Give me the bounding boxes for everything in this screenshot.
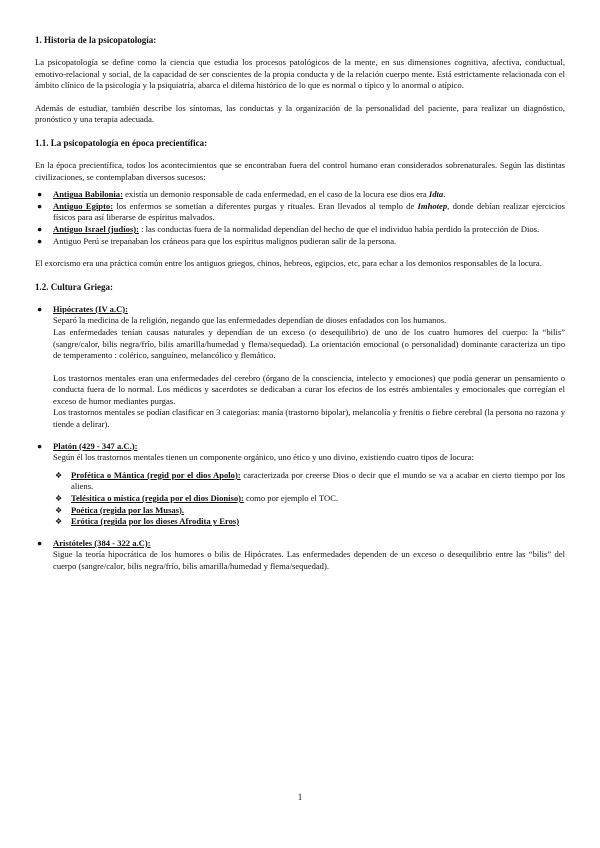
paragraph: Sigue la teoría hipocrática de los humores o bilis de Hipócrates. Las enfermedades dependen de un exceso o desequilibrio entre las “bilis” del cuerpo (sangre/calor, bilis negra/frío, bilis amarilla/humedad y flema/sequedad). xyxy=(53,549,565,571)
person-name: Aristóteles (384 - 322 a.C): xyxy=(53,537,151,548)
list-item: ● Antiguo Perú se trepanaban los cráneos para que los espíritus malignos pudieran salir de la persona. xyxy=(37,235,397,246)
list-item: ❖ Erótica (regida por los dioses Afrodita y Eros) xyxy=(55,516,240,527)
list-item: ❖ Profética o Mántica (regid por el dios Apolo): caracterizada por creerse Dios o decir que el mundo se va a acabar en cierto tiempo por los aliens. xyxy=(55,469,565,492)
person-name: Hipócrates (IV a.C): xyxy=(53,303,129,314)
person-name: Platón (429 - 347 a.C.): xyxy=(53,440,138,451)
list-item: ● Antiguo Israel (judíos): : las conductas fuera de la normalidad dependían del hecho de que el individuo había perdido la protección de Dios. xyxy=(37,223,540,234)
paragraph: Según él los trastornos mentales tienen un componente orgánico, uno ético y uno divino, existiendo cuatro tipos de locura: xyxy=(53,452,474,463)
section-heading-1: 1. Historia de la psicopatología: xyxy=(35,35,157,45)
paragraph: Los trastornos mentales eran una enfermedades del cerebro (órgano de la consciencia, intelecto y emociones) que podía generar un pensamiento o conducta fuera de lo normal. Los médicos y sacerdotes se dedicaban a curar los efectos de los estrés ambientales y emocionales que corregían el exceso de humor mediantes purgas. xyxy=(53,372,565,406)
hipocrates-block xyxy=(35,304,565,431)
locura-types-list xyxy=(35,470,565,528)
bullet-icon: ● xyxy=(37,235,43,246)
paragraph: Los trastornos mentales se podían clasificar en 3 categorías: manía (trastorno bipolar), melancolía y frenitis o fiebre cerebral (la persona no razona y tiende a delirar). xyxy=(53,407,565,430)
list-item: ❖ Poética (regida por las Musas). xyxy=(55,504,185,515)
document-body xyxy=(35,34,565,583)
platon-block xyxy=(35,441,565,528)
aristoteles-block xyxy=(35,538,565,573)
civilizations-list xyxy=(35,189,565,247)
paragraph-exorcismo: El exorcismo era una práctica común entre los antiguos griegos, chinos, hebreos, egipcios, etc, para echar a los demonios responsables de la locura. xyxy=(35,258,542,269)
bullet-icon: ● xyxy=(37,440,43,451)
section-heading-1-2: 1.2. Cultura Griega: xyxy=(35,281,113,292)
bullet-icon: ● xyxy=(37,223,43,234)
diamond-bullet-icon: ❖ xyxy=(55,505,63,515)
bullet-icon: ● xyxy=(37,200,43,211)
diamond-bullet-icon: ❖ xyxy=(55,470,63,480)
section-heading-1-1: 1.1. La psicopatología en época precientífica: xyxy=(35,137,208,148)
bullet-icon: ● xyxy=(37,303,43,314)
list-item: ● Antigua Babilonia: existía un demonio responsable de cada enfermedad, en el caso de la locura ese dios era Idta. xyxy=(37,189,446,200)
paragraph: Las enfermedades tenían causas naturales y dependían de un exceso (o desequilibrio) de uno de los cuatro humores del cuerpo: la “bilis” (sangre/calor, bilis negra/frío, bilis amarilla/humedad y flema/sequedad). La orientación emocional (o personalidad) dominante caracteriza un tipo de temperamento : colérico, sanguíneo, melancólico y flemático. xyxy=(53,326,565,361)
list-item: ❖ Telésitica o mística (regida por el dios Dioniso): como por ejemplo el TOC. xyxy=(55,493,339,504)
paragraph-description: Además de estudiar, también describe los síntomas, las conductas y la organización de la personalidad del paciente, para realizar un diagnóstico, pronóstico y una terapia adecuada. xyxy=(35,102,565,125)
diamond-bullet-icon: ❖ xyxy=(55,494,63,504)
paragraph-definition: La psicopatología se define como la ciencia que estudia los procesos patológicos de la mente, en sus dimensiones cognitiva, afectiva, conductual, emotivo-relacional y social, de la capacidad de ser conscientes de la propia conducta y de la relación cuerpo mente. Está estrictamente relacionada con el ámbito clínico de la psicología y la psiquiatría, abarca el dilema histórico de lo que es normal o típico y lo anormal o atípico. xyxy=(35,57,565,91)
diamond-bullet-icon: ❖ xyxy=(55,517,63,527)
bullet-icon: ● xyxy=(37,537,43,548)
list-item: ● Antiguo Egipto: los enfermos se sometían a diferentes purgas y rituales. Eran llevados al templo de Imhotep, donde debían realizar ejercicios físicos para así liberarse de espíritus malvados. xyxy=(37,200,565,223)
bullet-icon: ● xyxy=(37,189,43,200)
page-number: 1 xyxy=(297,792,303,802)
paragraph-precientifica: En la época precientífica, todos los acontecimientos que se encontraban fuera del control humano eran considerados sobrenaturales. Según las distintas civilizaciones, se contemplaban diversos sucesos: xyxy=(35,159,565,182)
paragraph: Separó la medicina de la religión, negando que las enfermedades dependían de dioses enfadados con los humanos. xyxy=(53,315,447,326)
